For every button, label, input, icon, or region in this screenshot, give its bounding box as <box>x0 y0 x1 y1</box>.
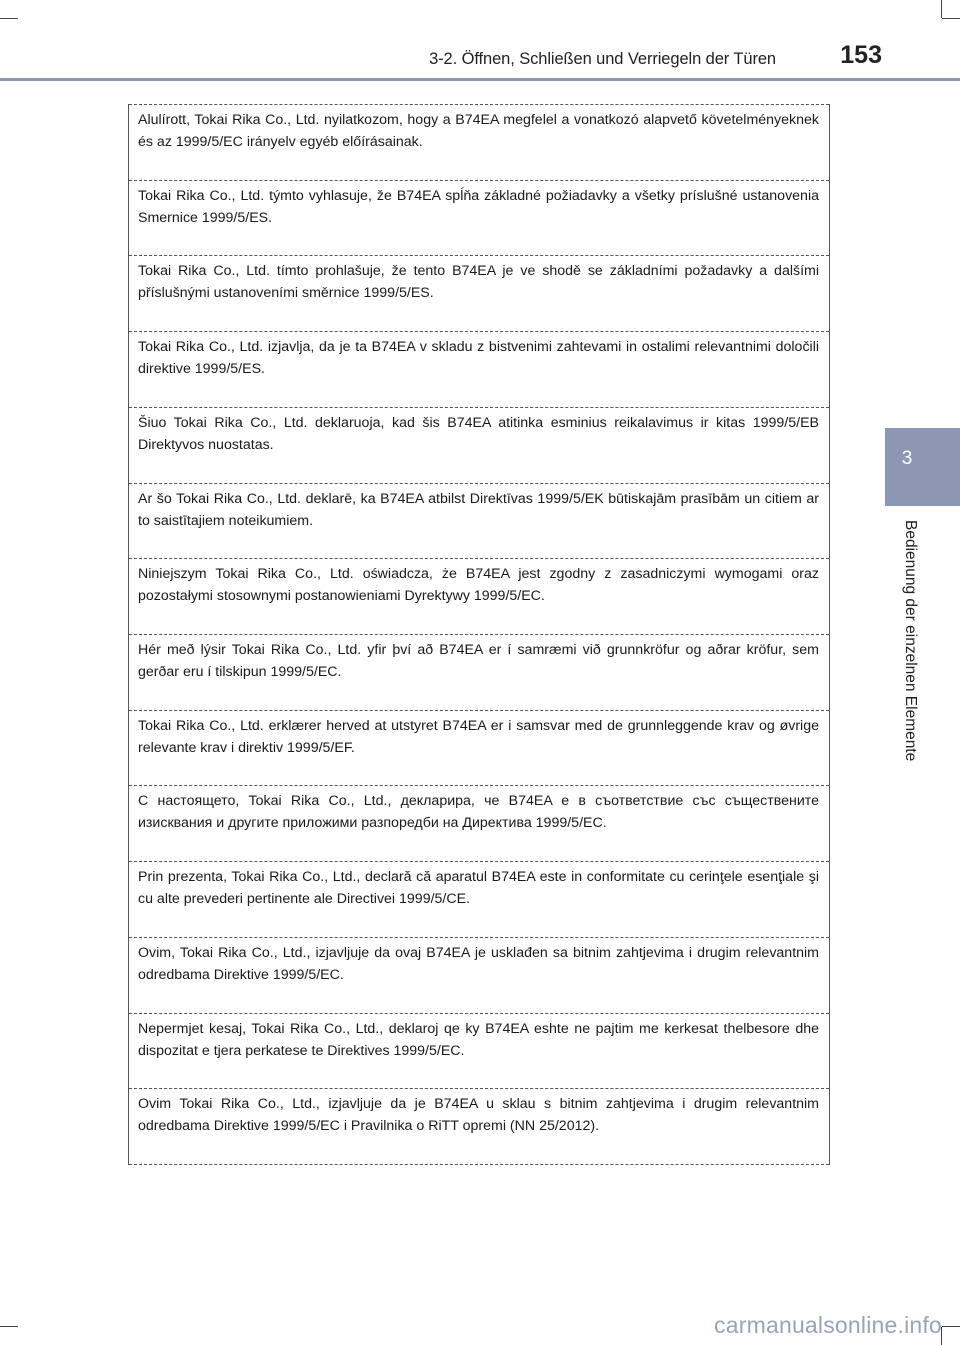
watermark: carmanualsonline.info <box>714 1312 942 1338</box>
declaration-text: Niniejszym Tokai Rika Co., Ltd. oświadcza, że B74EA jest zgodny z zasadniczymi wymogami oraz pozostałymi stosownymi postanowieniami Dyrektywy 1999/5/EC. <box>138 566 819 605</box>
declaration-text: С настоящето, Tokai Rika Co., Ltd., декларира, че B74EA е в съответствие със съществените изисквания и другите приложими разпоредби на Директива 1999/5/EC. <box>138 793 819 832</box>
declaration-text: Tokai Rika Co., Ltd. izjavlja, da je ta B74EA v skladu z bistvenimi zahtevami in ostalimi relevantnimi določili direktive 1999/5/ES. <box>138 339 819 378</box>
table-row <box>129 180 829 256</box>
chapter-number: 3 <box>901 448 913 469</box>
declaration-text: Prin prezenta, Tokai Rika Co., Ltd., declară că aparatul B74EA este in conformitate cu cerinţele esenţiale şi cu alte prevederi pertinente ale Directivei 1999/5/CE. <box>138 869 819 908</box>
declaration-text: Tokai Rika Co., Ltd. týmto vyhlasuje, že B74EA spĺňa základné požiadavky a všetky príslušné ustanovenia Smernice 1999/5/ES. <box>138 187 819 226</box>
crop-mark <box>941 0 942 18</box>
section-title: 3-2. Öffnen, Schließen und Verriegeln der Türen <box>429 50 776 68</box>
table-row <box>129 1088 829 1165</box>
declaration-text: Ovim, Tokai Rika Co., Ltd., izjavljuje da ovaj B74EA je usklađen sa bitnim zahtjevima i drugim relevantnim odredbama Direktive 1999/5/EC. <box>138 944 819 983</box>
declaration-text: Hér með lýsir Tokai Rika Co., Ltd. yfir því að B74EA er í samræmi við grunnkröfur og aðrar kröfur, sem gerðar eru í tilskipun 1999/5/EC. <box>138 642 819 681</box>
page-number: 153 <box>840 41 882 69</box>
table-row <box>129 255 829 331</box>
crop-mark <box>0 18 18 19</box>
table-row <box>129 634 829 710</box>
table-row <box>129 331 829 407</box>
table-row <box>129 710 829 786</box>
table-row <box>129 483 829 559</box>
header-rule <box>0 78 960 81</box>
declaration-text: Alulírott, Tokai Rika Co., Ltd. nyilatkozom, hogy a B74EA megfelel a vonatkozó alapvető követelményeknek és az 1999/5/EC irányelv egyéb előírásainak. <box>138 112 819 150</box>
declaration-text: Nepermjet kesaj, Tokai Rika Co., Ltd., deklaroj qe ky B74EA eshte ne pajtim me kerkesat thelbesore dhe dispozitat e tjera perkatese te Direktives 1999/5/EC. <box>138 1020 819 1059</box>
declaration-text: Ovim Tokai Rika Co., Ltd., izjavljuje da je B74EA u sklau s bitnim zahtjevima i drugim relevantnim odredbama Direktive 1999/5/EC i Pravilnika o RiTT opremi (NN 25/2012). <box>138 1096 819 1135</box>
crop-mark <box>942 18 960 19</box>
declaration-text: Šiuo Tokai Rika Co., Ltd. deklaruoja, kad šis B74EA atitinka esminius reikalavimus ir kitas 1999/5/EB Direktyvos nuostatas. <box>138 414 819 453</box>
table-row <box>129 861 829 937</box>
table-row <box>129 407 829 483</box>
table-row <box>129 558 829 634</box>
table-row <box>129 937 829 1013</box>
declaration-table <box>128 104 830 1165</box>
declaration-text: Tokai Rika Co., Ltd. tímto prohlašuje, že tento B74EA je ve shodě se základními požadavky a dalšími příslušnými ustanoveními směrnice 1999/5/ES. <box>138 263 819 302</box>
chapter-label: Bedienung der einzelnen Elemente <box>902 520 919 762</box>
table-row <box>129 1013 829 1089</box>
table-row <box>129 104 829 180</box>
crop-mark <box>0 1326 18 1327</box>
crop-mark <box>942 1326 960 1327</box>
table-row <box>129 785 829 861</box>
declaration-text: Tokai Rika Co., Ltd. erklærer herved at utstyret B74EA er i samsvar med de grunnleggende krav og øvrige relevante krav i direktiv 1999/5/EF. <box>138 717 819 756</box>
declaration-text: Ar šo Tokai Rika Co., Ltd. deklarē, ka B74EA atbilst Direktīvas 1999/5/EK būtiskajām prasībām un citiem ar to saistītajiem noteikumiem. <box>138 490 819 529</box>
